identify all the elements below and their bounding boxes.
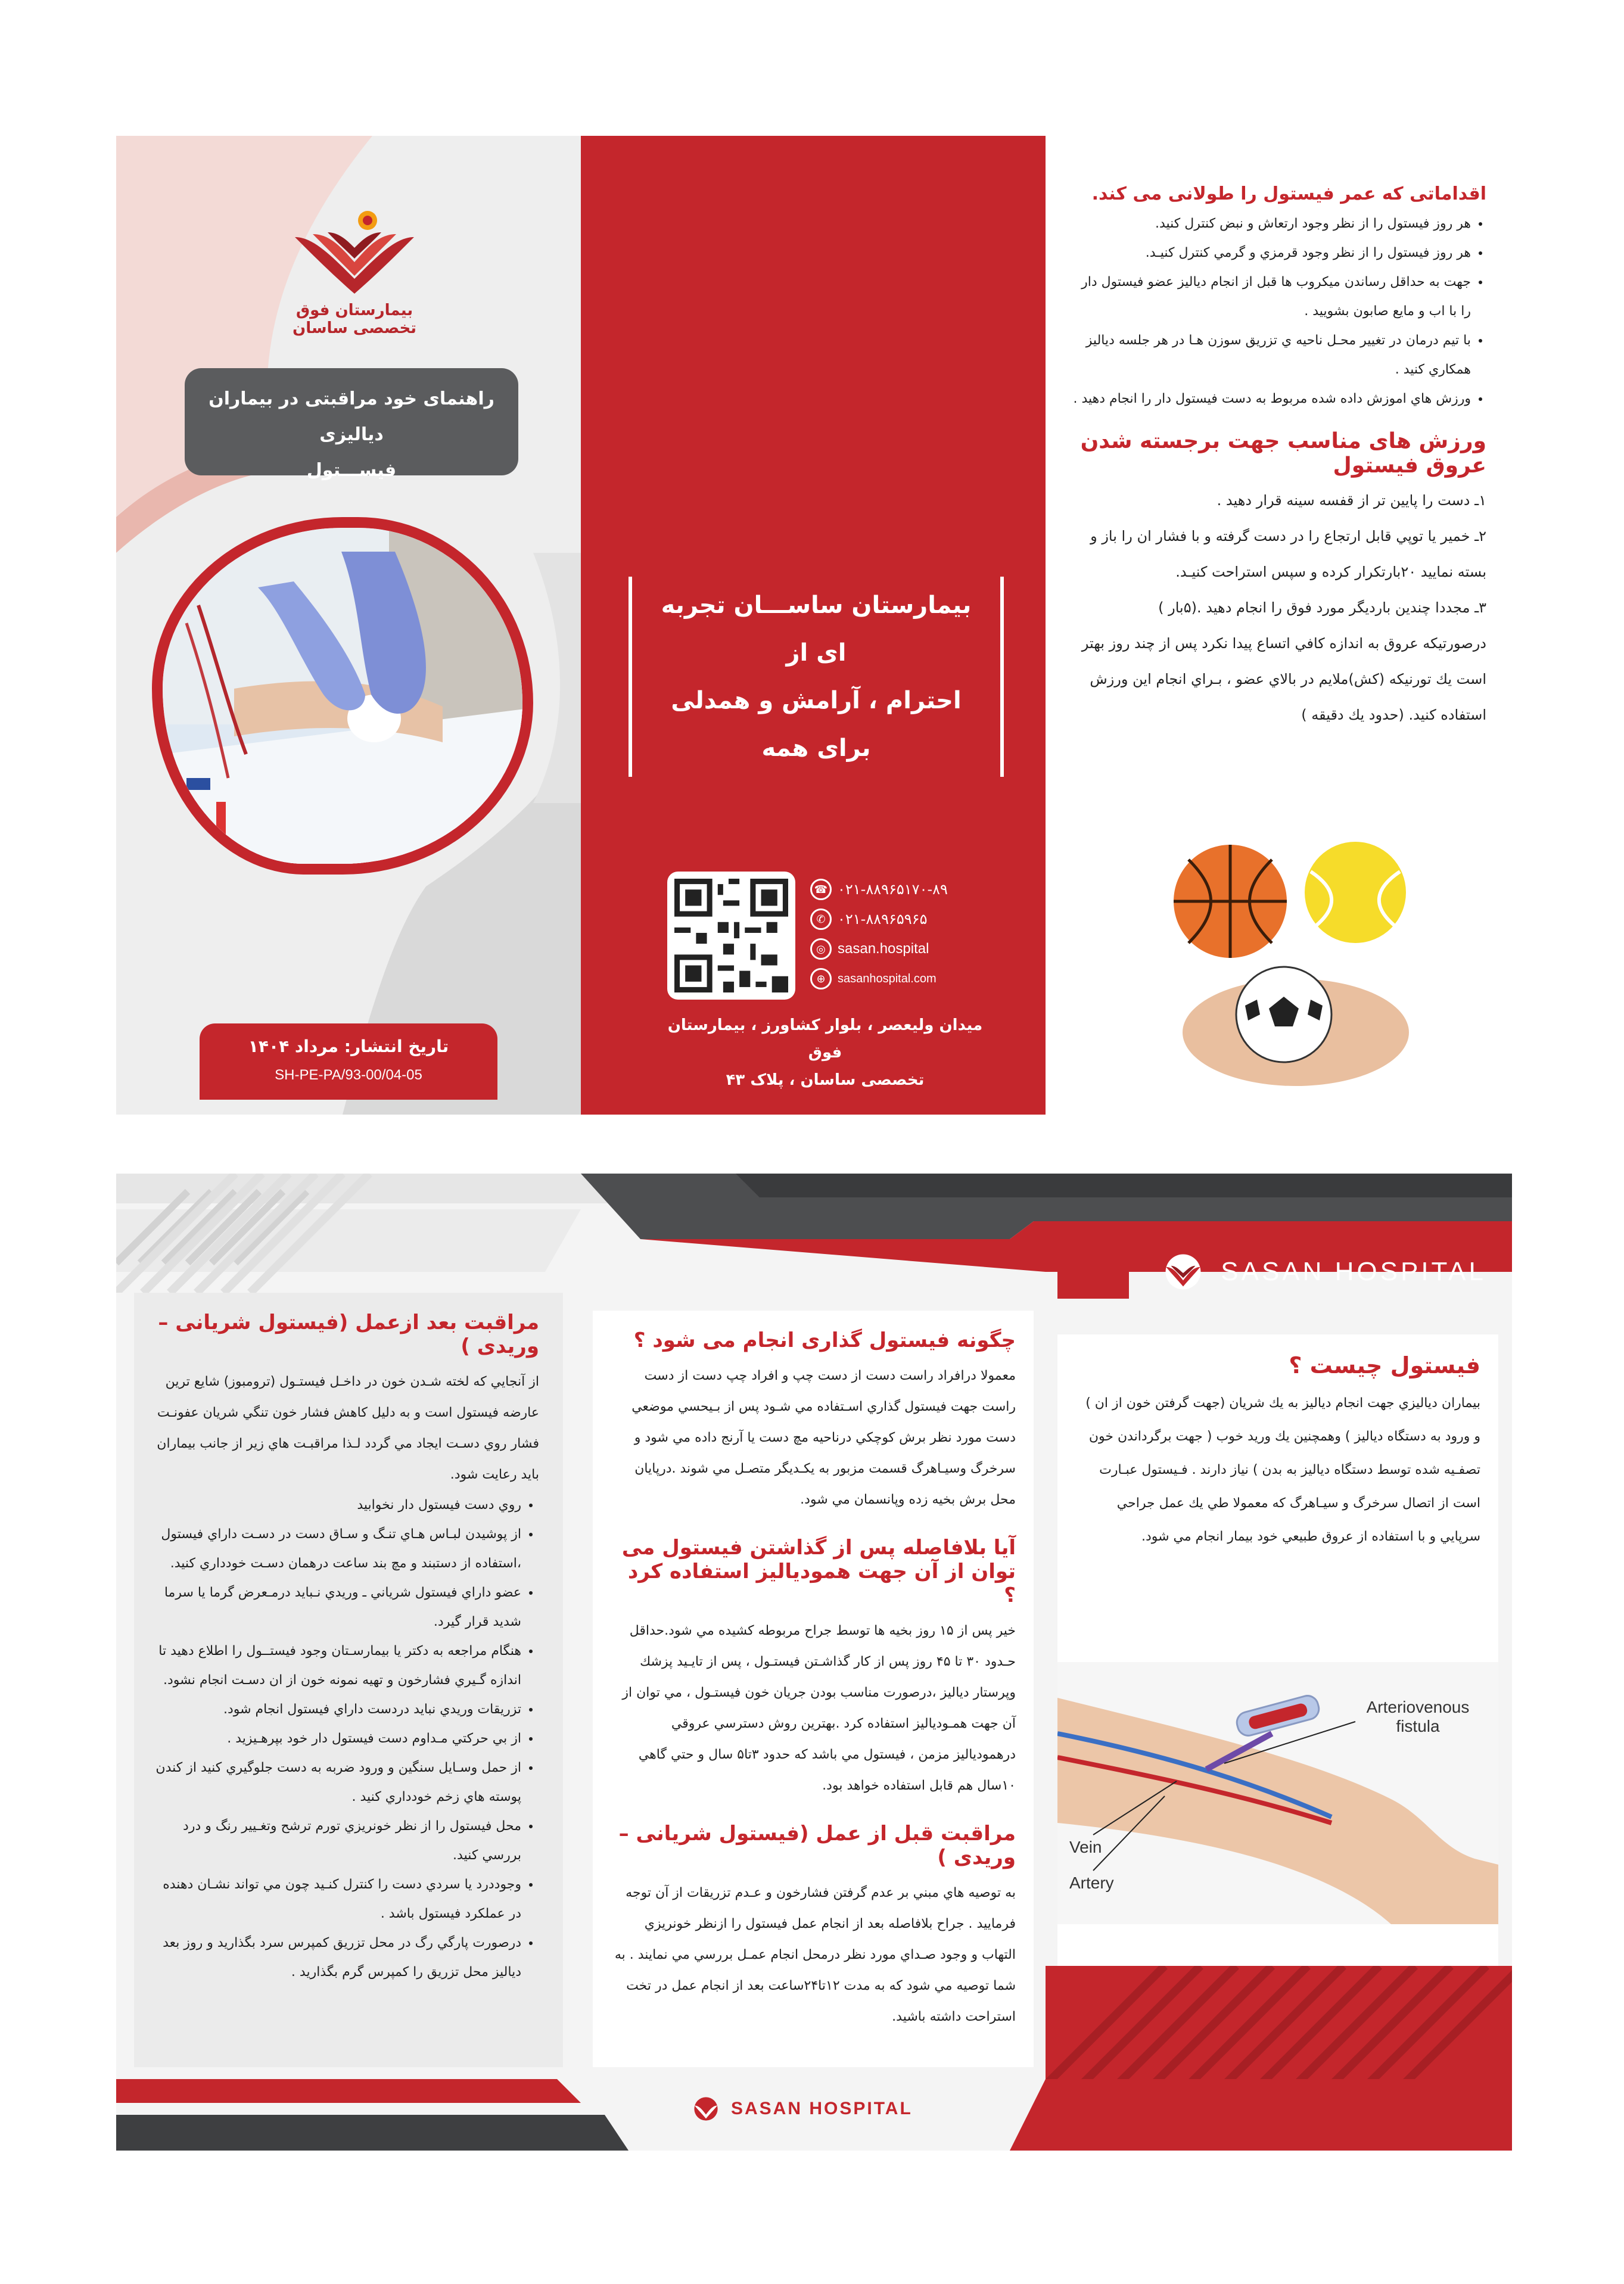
procedure-content <box>593 1311 1034 2033</box>
qr-code[interactable] <box>667 872 795 1000</box>
instagram-icon: ◎ <box>810 938 832 960</box>
post-op-item: • عضو داراي فیستول شریاني ـ وریدي نـباید درمـعرض گرما یا سرما شدید قرار گیرد. <box>152 1578 521 1636</box>
brochure-outer-sheet <box>116 136 1512 1115</box>
phone2-row[interactable] <box>810 904 989 934</box>
address-line1: میدان ولیعصر ، بلوار کشاورز ، بیمارستان فوق <box>667 1016 983 1062</box>
post-op-item: • وجوددرد یا سردي دست را کنترل کنـید چون مي تواند نشـان دهنده در عملکرد فیستول باشد . <box>152 1870 521 1928</box>
care-item: • هر روز فیستول را از نظر وجود ارتعاش و نبض کنترل کنید. <box>1069 209 1471 238</box>
procedure-body: معمولا درافراد راست دست از دست چپ و افراد چپ دست از دست راست جهت فیستول گذاري اسـتفاده مي شـود پس از بـیحسي موضعي دست مورد نظر برش کوچکي درناحیه مچ دست یا آرنج داده مي شود و سرخرگ وسیـاهرگ قسمت مزبور به یکـدیگر متصـل مي شوند .درپایان محل برش بخیه زده وپانسمان مي شود. <box>631 1368 1016 1507</box>
label-vein: Vein <box>1069 1838 1102 1856</box>
phone1-row[interactable] <box>810 875 989 904</box>
post-op-list <box>152 1490 539 1987</box>
label-arteriovenous-fistula: Arteriovenous fistula <box>1366 1698 1470 1735</box>
post-op-item: • روي دست فیستول دار نخوابید <box>152 1490 521 1520</box>
hospital-slogan <box>629 577 1004 777</box>
pre-op-body: به توصیه هاي مبني بر عدم گرفتن فشارخون و عـدم تزریقات از آن توجه فرمایید . جراح بلافاصله بعد از انجام عمل فیستول را ازنظر خونریزي التهاب و وجود صـداي مورد نظر درمحل انجام عمـل بررسي مي نمایند . به شما توصیه مي شود که به مدت ۱۲تا۲۴ساعت بعد از انجام عمل در تخت استراحت داشته باشید. <box>614 1885 1016 2024</box>
procedure-box <box>593 1311 1034 2067</box>
post-op-item: • از حمل وسـایل سنگین و ورود ضربه به دست جلوگیري کنید از کندن پوسته هاي زخم خودداري کنید . <box>152 1753 521 1812</box>
pre-op-title: مراقبت قبل از عمل (فیستول شریانی –وریدی ) <box>618 1822 1016 1869</box>
phone1: ۰۲۱-۸۸۹۶۵۱۷۰-۸۹ <box>838 881 948 898</box>
care-item: • جهت به حداقل رساندن میکروب ها قبل از انجام دیالیز عضو فیستول دار را با اب و مایع صابون بشویید . <box>1069 267 1471 326</box>
website: sasanhospital.com <box>838 972 937 985</box>
exercise-item: ۱ـ دست را پایین تر از قفسه سینه قرار دهید . <box>1217 492 1486 509</box>
address-line2: تخصصی ساسان ، پلاک ۴۳ <box>726 1071 925 1089</box>
post-op-content <box>134 1293 563 1987</box>
post-op-title: مراقبت بعد ازعمل (فیستول شریانی –وریدی ) <box>158 1311 539 1358</box>
post-op-intro: از آنجایي که لخته شـدن خون در داخـل فیستـول (ترومبوز) شایع ترین عارضه فیستول است و به دلیل کاهش فشار خون تنگي شریان عفونـت فشار روي دسـت ایجاد مي گردد لـذا مراقبـت هاي زیر از جانب بیماران باید رعایت شود. <box>157 1374 539 1482</box>
post-op-column <box>116 1174 581 2151</box>
web-icon: ⊕ <box>810 968 832 989</box>
post-op-item: • محل فیستول را از نظر خونریزي تورم ترشح وتغـییر رنگ و درد بررسي کنید. <box>152 1812 521 1870</box>
fistula-care-panel <box>1046 136 1512 1115</box>
dialysis-photo <box>152 517 533 875</box>
slogan-line2: احترام ، آرامش و همدلی برای همه <box>671 687 962 762</box>
care-list <box>1069 209 1486 413</box>
phone-icon: ☎ <box>810 879 832 900</box>
cover-panel <box>116 136 581 1115</box>
instagram-handle: sasan.hospital <box>838 941 929 957</box>
care-item: • با تیم درمان در تغییر محـل ناحیه ي تزریق سوزن هـا در هر جلسه دیالیز همکاري کنید . <box>1069 326 1471 384</box>
what-is-fistula-title: فیستول چیست ؟ <box>1289 1352 1480 1379</box>
footer-brand <box>688 2088 913 2130</box>
guide-title-box <box>185 368 518 481</box>
post-op-item: • تزریقات وریدي نباید دردست داراي فیستول انجام شود. <box>152 1695 521 1724</box>
label-artery: Artery <box>1069 1874 1114 1892</box>
post-op-item: • درصورت پارگي رگ در محل تزریق کمپرس سرد بگذارید و روز بعد دیالیز محل تزریق را کمپرس گرم بگذارید . <box>152 1928 521 1987</box>
slogan-line1: بیمارستان ساســـان تجربه ای از <box>661 592 972 667</box>
right-red-stripes <box>1046 1966 1512 2085</box>
website-row[interactable] <box>810 964 989 994</box>
fax-icon: ✆ <box>810 908 832 930</box>
hospital-logo <box>265 207 444 337</box>
brochure-inner-sheet <box>116 1174 1512 2151</box>
usage-body: خیر پس از ۱۵ روز بخیه ها توسط جراح مربوطه کشیده مي شود.حداقل حـدود ۳۰ تا ۴۵ روز پس از کار گذاشـتن فیستـول ، پس از تایـید پزشك وپرستار دیالیز ،درصورت مناسب بودن جریان خون فیستـول ، مي توان از آن جهت همـودیالیز استفاده کرد .بهترین روش دسترسي عروقي درهمودیالیز مزمن ، فیستول مي باشد که حدود ۳تا۵ سال و حتي گاهي ۱۰سال هم قابل استفاده خواهد بود. <box>622 1623 1016 1793</box>
guide-title-line2: فیســـتول <box>306 460 397 481</box>
instagram-row[interactable] <box>810 934 989 964</box>
post-op-item: • از پوشیدن لبـاس هـاي تنـگ و سـاق دست در دسـت داراي فیستول ،استفاده از دستبند و مچ بند ساعت درهمان دسـت خودداري کنید. <box>152 1520 521 1578</box>
publish-date: تاریخ انتشار: مرداد ۱۴۰۴ <box>248 1037 449 1056</box>
left-stripes <box>116 1174 581 1293</box>
contact-panel <box>581 136 1046 1115</box>
usage-title: آیا بلافاصله پس از گذاشتن فیستول می توان از آن جهت همودیالیز استفاده کرد ؟ <box>621 1536 1016 1607</box>
procedure-column <box>581 1174 1046 2151</box>
publish-info-box <box>200 1023 497 1100</box>
dialysis-illustration <box>163 528 533 875</box>
exercise-item: ۳ـ مجددا چندین باردیگر مورد فوق را انجام دهید .(۵بار ) <box>1158 599 1486 616</box>
qr-code-icon <box>667 872 795 1000</box>
care-title: اقداماتی که عمر فیستول را طولانی می کند. <box>1091 183 1486 204</box>
procedure-title: چگونه فیستول گذاری انجام می شود ؟ <box>633 1328 1016 1352</box>
post-op-box <box>134 1293 563 2067</box>
exercise-item: درصورتیکه عروق به اندازه کافي اتساع پیدا نکرد پس از چند روز بهتر است یك تورنیکه (کش)ملایم در بالاي عضو ، بـراي انجام این ورزش استفاده کنید. (حدود یك دقیقه ) <box>1081 635 1486 723</box>
care-item: • هر روز فیستول را از نظر وجود قرمزي و گرمي کنترل کنیـد. <box>1069 238 1471 267</box>
exercise-title: ورزش های مناسب جهت برجسته شدن عروق فیستول <box>1080 429 1486 478</box>
exercise-item: ۲ـ خمیر یا توپي قابل ارتجاع را در دست گرفته و با فشار ان را باز و بسته نمایید ۲۰بارتکرار کرده و سپس استراحت کنیـد. <box>1090 528 1486 580</box>
sasan-logo-icon <box>688 2091 724 2127</box>
document-code: SH-PE-PA/93-00/04-05 <box>275 1067 422 1083</box>
post-op-item: • از بي حرکتي مـداوم دست فیستول دار خود بپرهـیزید . <box>152 1724 521 1753</box>
care-item: • ورزش هاي اموزش داده شده مربوط به دست فیستول دار را انجام دهید . <box>1069 384 1471 413</box>
guide-title-line1: راهنمای خود مراقبتی در بیماران دیالیزی <box>209 388 494 445</box>
footer-brand-name: SASAN HOSPITAL <box>731 2099 913 2118</box>
what-is-fistula-body: بیماران دیالیزي جهت انجام دیالیز به یك شریان (جهت گرفتن خون از ان ) و ورود به دستگاه دیالیز ) وهمچنین یك ورید خوب ( جهت برگرداندن خون تصفـیه شده توسط دستگاه دیالیز به بدن ) نیاز دارند . فـیستول عبـارت است از اتصال سرخرگ و سیـاهرگ که معمولا طي یك عمل جراحي سرپایي و با استفاده از عروق طبیعي خود بیمار انجام مي شود. <box>1085 1396 1480 1544</box>
contact-list <box>810 875 989 994</box>
address <box>658 1012 992 1094</box>
post-op-item: • هنگام مراجعه به دکتر یا بیمارسـتان وجود فیستــول را اطلاع دهید تا اندازه گـیري فشارخون و تهیه نمونه خون از ان دسـت انجام نشود. <box>152 1636 521 1695</box>
what-is-fistula-column <box>1046 1174 1512 2151</box>
brand-name: SASAN HOSPITAL <box>1221 1257 1486 1286</box>
fistula-care-content <box>1069 183 1486 733</box>
phone2: ۰۲۱-۸۸۹۶۵۹۶۵ <box>838 911 928 928</box>
exercise-balls-illustration <box>1165 836 1415 1092</box>
hospital-name: بیمارستان فوق تخصصی ساسان <box>293 301 416 337</box>
sasan-logo-icon <box>289 207 420 297</box>
what-is-fistula-content <box>1057 1334 1498 1554</box>
